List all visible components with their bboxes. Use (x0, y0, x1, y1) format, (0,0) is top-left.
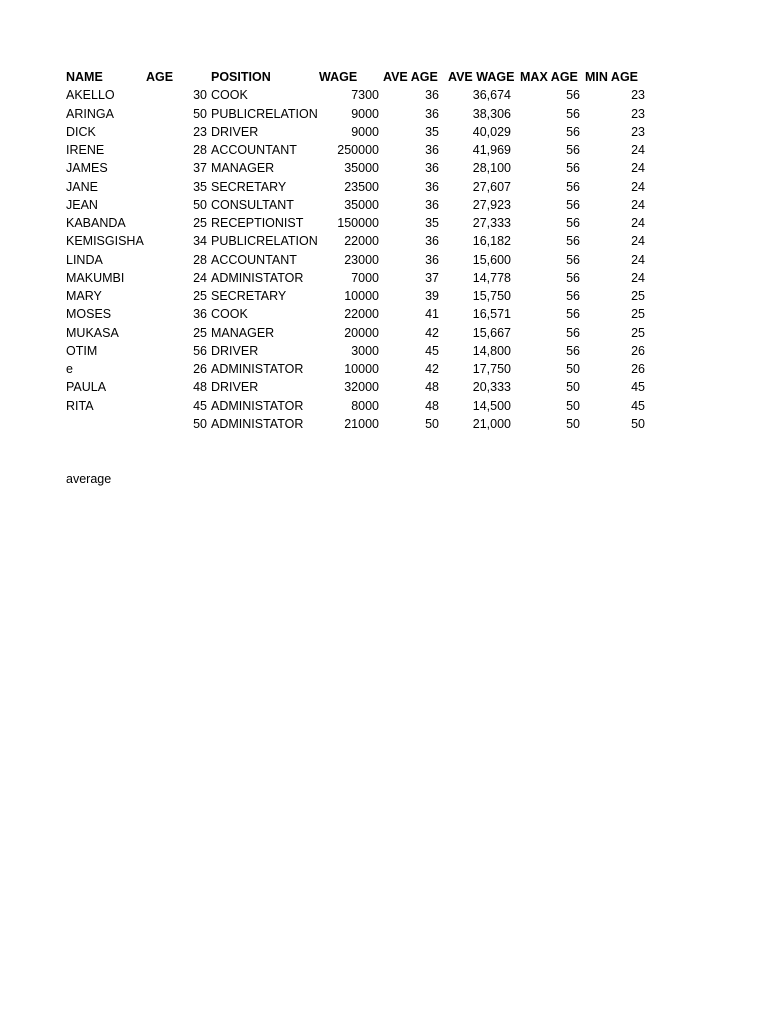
cell-max-age: 50 (566, 380, 580, 395)
cell-age: 50 (193, 106, 207, 121)
table-row (66, 342, 666, 360)
cell-age: 34 (193, 234, 207, 249)
cell-ave-wage: 28,100 (472, 161, 511, 176)
cell-age: 50 (193, 197, 207, 212)
cell-wage: 20000 (344, 325, 379, 340)
cell-position: DRIVER (211, 124, 259, 139)
cell-age: 45 (193, 398, 207, 413)
cell-name: MAKUMBI (66, 270, 125, 285)
cell-position: ACCOUNTANT (211, 252, 297, 267)
cell-position: ADMINISTATOR (211, 362, 304, 376)
cell-max-age: 56 (566, 179, 580, 194)
cell-min-age: 25 (631, 289, 645, 303)
cell-wage: 9000 (351, 124, 379, 139)
cell-ave-wage: 40,029 (472, 124, 511, 139)
cell-ave-age: 39 (425, 289, 439, 303)
cell-min-age: 24 (631, 179, 645, 194)
cell-position: SECRETARY (211, 179, 287, 194)
cell-wage: 3000 (351, 343, 379, 358)
cell-ave-age: 35 (425, 216, 439, 230)
cell-name: LINDA (66, 252, 103, 267)
cell-name: JAMES (66, 161, 108, 176)
cell-max-age: 56 (566, 143, 580, 157)
cell-position: ADMINISTATOR (211, 398, 304, 413)
cell-wage: 35000 (344, 197, 379, 212)
cell-name: JANE (66, 179, 98, 194)
cell-position: ADMINISTATOR (211, 416, 304, 431)
cell-max-age: 56 (566, 325, 580, 340)
cell-ave-age: 41 (425, 307, 439, 322)
cell-ave-age: 36 (425, 197, 439, 212)
cell-wage: 150000 (337, 216, 379, 230)
cell-age: 28 (193, 252, 207, 267)
cell-position: ADMINISTATOR (211, 270, 304, 285)
cell-age: 28 (193, 143, 207, 157)
cell-name: MARY (66, 289, 102, 303)
header-position: POSITION (211, 70, 271, 84)
cell-max-age: 56 (566, 252, 580, 267)
cell-ave-wage: 16,571 (472, 307, 511, 322)
cell-name: KEMISGISHA (66, 234, 144, 249)
cell-age: 23 (193, 124, 207, 139)
cell-ave-wage: 16,182 (472, 234, 511, 249)
cell-max-age: 56 (566, 106, 580, 121)
cell-position: CONSULTANT (211, 197, 294, 212)
table-row (66, 141, 666, 159)
cell-name: MUKASA (66, 325, 119, 340)
cell-max-age: 56 (566, 88, 580, 103)
cell-min-age: 25 (631, 307, 645, 322)
header-row (66, 68, 666, 86)
cell-age: 26 (193, 362, 207, 376)
cell-age: 50 (193, 416, 207, 431)
header-name: NAME (66, 70, 103, 84)
table-row (66, 251, 666, 269)
cell-max-age: 56 (566, 124, 580, 139)
cell-max-age: 50 (566, 362, 580, 376)
cell-ave-wage: 15,600 (472, 252, 511, 267)
cell-age: 37 (193, 161, 207, 176)
cell-age: 25 (193, 325, 207, 340)
cell-wage: 7000 (351, 270, 379, 285)
cell-ave-wage: 27,607 (472, 179, 511, 194)
cell-age: 24 (193, 270, 207, 285)
cell-ave-wage: 15,750 (472, 289, 511, 303)
cell-position: PUBLICRELATION (211, 106, 318, 121)
cell-ave-age: 42 (425, 325, 439, 340)
table-row (66, 324, 666, 342)
cell-ave-age: 36 (425, 234, 439, 249)
table-row (66, 196, 666, 214)
cell-ave-age: 37 (425, 270, 439, 285)
header-wage: WAGE (319, 70, 358, 84)
cell-position: MANAGER (211, 325, 275, 340)
cell-wage: 9000 (351, 106, 379, 121)
table-row (66, 123, 666, 141)
cell-ave-age: 48 (425, 398, 439, 413)
table-row (66, 415, 666, 433)
cell-min-age: 25 (631, 325, 645, 340)
cell-name: KABANDA (66, 216, 126, 230)
cell-name: IRENE (66, 143, 105, 157)
table-row (66, 232, 666, 250)
cell-ave-wage: 21,000 (472, 416, 511, 431)
cell-min-age: 24 (631, 234, 645, 249)
table-row (66, 214, 666, 232)
cell-min-age: 24 (631, 216, 645, 230)
table-row (66, 397, 666, 415)
header-ave-wage: AVE WAGE (448, 70, 515, 84)
cell-ave-age: 36 (425, 106, 439, 121)
average-label: average (66, 472, 112, 486)
table-row (66, 378, 666, 396)
cell-min-age: 24 (631, 143, 645, 157)
table-row (66, 269, 666, 287)
table-row (66, 159, 666, 177)
cell-ave-wage: 38,306 (472, 106, 511, 121)
cell-max-age: 50 (566, 398, 580, 413)
table-row (66, 360, 666, 378)
cell-position: COOK (211, 88, 248, 103)
cell-ave-wage: 14,778 (472, 270, 511, 285)
header-ave-age: AVE AGE (383, 70, 438, 84)
cell-age: 30 (193, 88, 207, 103)
cell-ave-age: 50 (425, 416, 439, 431)
table-row (66, 305, 666, 323)
table-row (66, 105, 666, 123)
cell-ave-age: 36 (425, 179, 439, 194)
cell-min-age: 24 (631, 161, 645, 176)
cell-max-age: 56 (566, 307, 580, 322)
cell-name: DICK (66, 124, 96, 139)
cell-max-age: 56 (566, 216, 580, 230)
cell-min-age: 26 (631, 362, 645, 376)
cell-ave-wage: 27,923 (472, 197, 511, 212)
cell-ave-age: 48 (425, 380, 439, 395)
cell-age: 36 (193, 307, 207, 322)
cell-age: 25 (193, 289, 207, 303)
cell-position: COOK (211, 307, 248, 322)
cell-name: e (66, 362, 73, 376)
spreadsheet-table (66, 68, 666, 433)
cell-wage: 23500 (344, 179, 379, 194)
cell-position: RECEPTIONIST (211, 216, 304, 230)
cell-ave-wage: 14,500 (472, 398, 511, 413)
cell-ave-age: 36 (425, 161, 439, 176)
cell-max-age: 56 (566, 161, 580, 176)
cell-min-age: 24 (631, 197, 645, 212)
cell-min-age: 23 (631, 88, 645, 103)
cell-ave-age: 42 (425, 362, 439, 376)
cell-min-age: 26 (631, 343, 645, 358)
cell-wage: 10000 (344, 289, 379, 303)
cell-max-age: 56 (566, 270, 580, 285)
cell-min-age: 45 (631, 380, 645, 395)
table-row (66, 178, 666, 196)
cell-position: DRIVER (211, 343, 259, 358)
cell-wage: 22000 (344, 234, 379, 249)
cell-wage: 7300 (351, 88, 379, 103)
cell-ave-age: 36 (425, 88, 439, 103)
cell-position: MANAGER (211, 161, 275, 176)
cell-age: 25 (193, 216, 207, 230)
cell-wage: 35000 (344, 161, 379, 176)
cell-ave-wage: 14,800 (472, 343, 511, 358)
cell-max-age: 56 (566, 197, 580, 212)
cell-ave-wage: 20,333 (472, 380, 511, 395)
cell-position: ACCOUNTANT (211, 143, 297, 157)
cell-min-age: 24 (631, 270, 645, 285)
cell-position: PUBLICRELATION (211, 234, 318, 249)
cell-age: 35 (193, 179, 207, 194)
cell-name: ARINGA (66, 106, 114, 121)
header-age: AGE (146, 70, 174, 84)
table-row (66, 86, 666, 104)
cell-name: AKELLO (66, 88, 115, 103)
cell-wage: 8000 (351, 398, 379, 413)
cell-ave-wage: 41,969 (472, 143, 511, 157)
cell-wage: 21000 (344, 416, 379, 431)
cell-position: DRIVER (211, 380, 259, 395)
cell-min-age: 24 (631, 252, 645, 267)
cell-ave-wage: 15,667 (472, 325, 511, 340)
cell-wage: 23000 (344, 252, 379, 267)
cell-name: JEAN (66, 197, 98, 212)
cell-ave-wage: 36,674 (472, 88, 511, 103)
cell-wage: 250000 (337, 143, 379, 157)
cell-max-age: 50 (566, 416, 580, 431)
header-max-age: MAX AGE (520, 70, 578, 84)
cell-ave-wage: 17,750 (472, 362, 511, 376)
cell-wage: 10000 (344, 362, 379, 376)
cell-ave-wage: 27,333 (472, 216, 511, 230)
cell-wage: 32000 (344, 380, 379, 395)
cell-name: MOSES (66, 307, 112, 322)
cell-min-age: 23 (631, 106, 645, 121)
cell-ave-age: 45 (425, 343, 439, 358)
cell-wage: 22000 (344, 307, 379, 322)
cell-max-age: 56 (566, 234, 580, 249)
cell-name: OTIM (66, 343, 98, 358)
cell-age: 56 (193, 343, 207, 358)
table-row (66, 287, 666, 305)
header-min-age: MIN AGE (585, 70, 639, 84)
cell-max-age: 56 (566, 289, 580, 303)
cell-name: PAULA (66, 380, 107, 395)
cell-ave-age: 36 (425, 252, 439, 267)
cell-min-age: 50 (631, 416, 645, 431)
cell-ave-age: 36 (425, 143, 439, 157)
cell-max-age: 56 (566, 343, 580, 358)
cell-age: 48 (193, 380, 207, 395)
table-body (66, 86, 666, 433)
cell-min-age: 45 (631, 398, 645, 413)
cell-position: SECRETARY (211, 289, 287, 303)
cell-ave-age: 35 (425, 124, 439, 139)
cell-name: RITA (66, 398, 94, 413)
cell-min-age: 23 (631, 124, 645, 139)
